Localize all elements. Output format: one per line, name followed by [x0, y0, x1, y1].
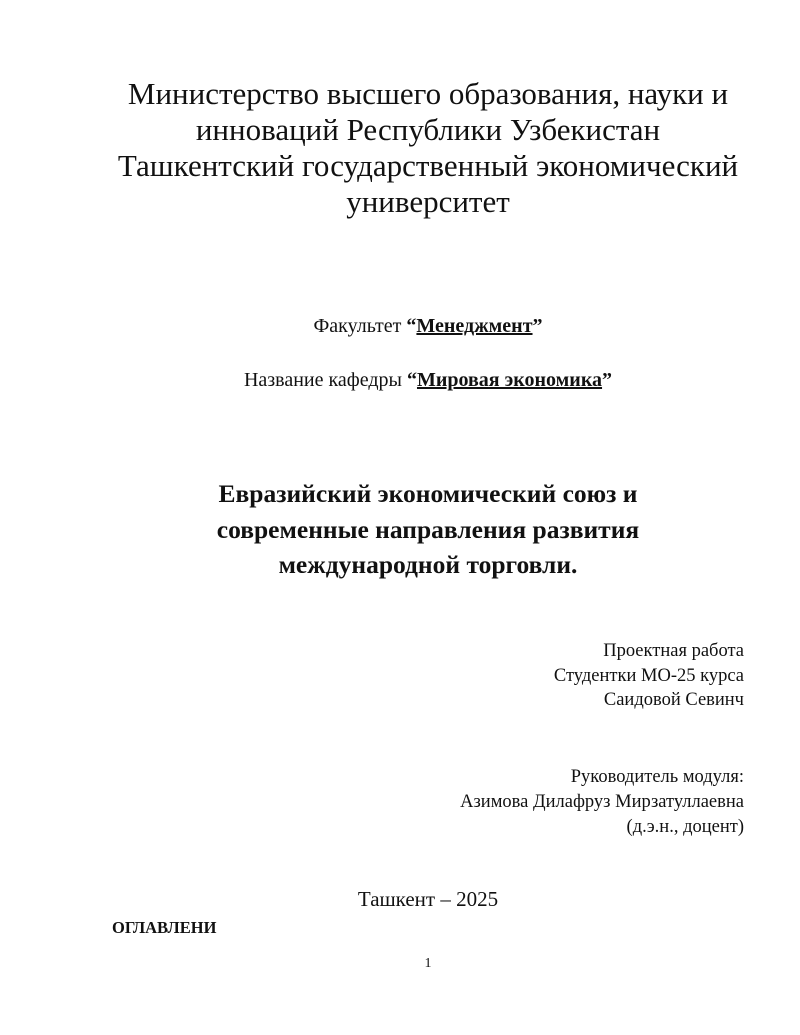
department-line — [0, 367, 800, 393]
ministry-line: Министерство высшего образования, науки и — [127, 76, 729, 111]
department-name-text: Мировая экономика — [416, 369, 603, 391]
university-line: университет — [346, 184, 510, 219]
supervisor-degree: (д.э.н., доцент) — [626, 817, 744, 837]
work-title — [60, 476, 796, 583]
faculty-line — [0, 313, 800, 339]
supervisor-block — [460, 765, 744, 840]
supervisor-label: Руководитель модуля: — [570, 767, 744, 787]
department-label: Название кафедры — [243, 369, 407, 391]
supervisor-name: Азимова Дилафруз Мирзатуллаевна — [460, 792, 744, 812]
title-line: Евразийский экономический союз и — [218, 479, 638, 508]
student-name: Саидовой Севинч — [603, 690, 744, 710]
faculty-name-text: Менеджмент — [416, 315, 533, 337]
ministry-header — [60, 76, 796, 220]
close-quote: ” — [602, 369, 613, 391]
open-quote: “ — [406, 369, 417, 391]
title-line: современные направления развития — [216, 514, 640, 544]
ministry-line: инноваций Республики Узбекистан — [195, 112, 661, 147]
department-name — [407, 369, 612, 391]
city-year: Ташкент – 2025 — [357, 887, 499, 911]
title-line: международной торговли. — [278, 550, 578, 579]
university-line: Ташкентский государственный экономический — [117, 148, 739, 183]
work-info-block — [554, 639, 744, 713]
work-type: Проектная работа — [603, 641, 744, 661]
toc-heading: ОГЛАВЛЕНИ — [112, 918, 217, 937]
close-quote: ” — [532, 315, 543, 337]
page-number: 1 — [424, 956, 432, 971]
faculty-name — [406, 315, 542, 337]
open-quote: “ — [406, 315, 417, 337]
faculty-label: Факультет — [313, 315, 407, 337]
student-course: Студентки МО-25 курса — [553, 665, 744, 686]
